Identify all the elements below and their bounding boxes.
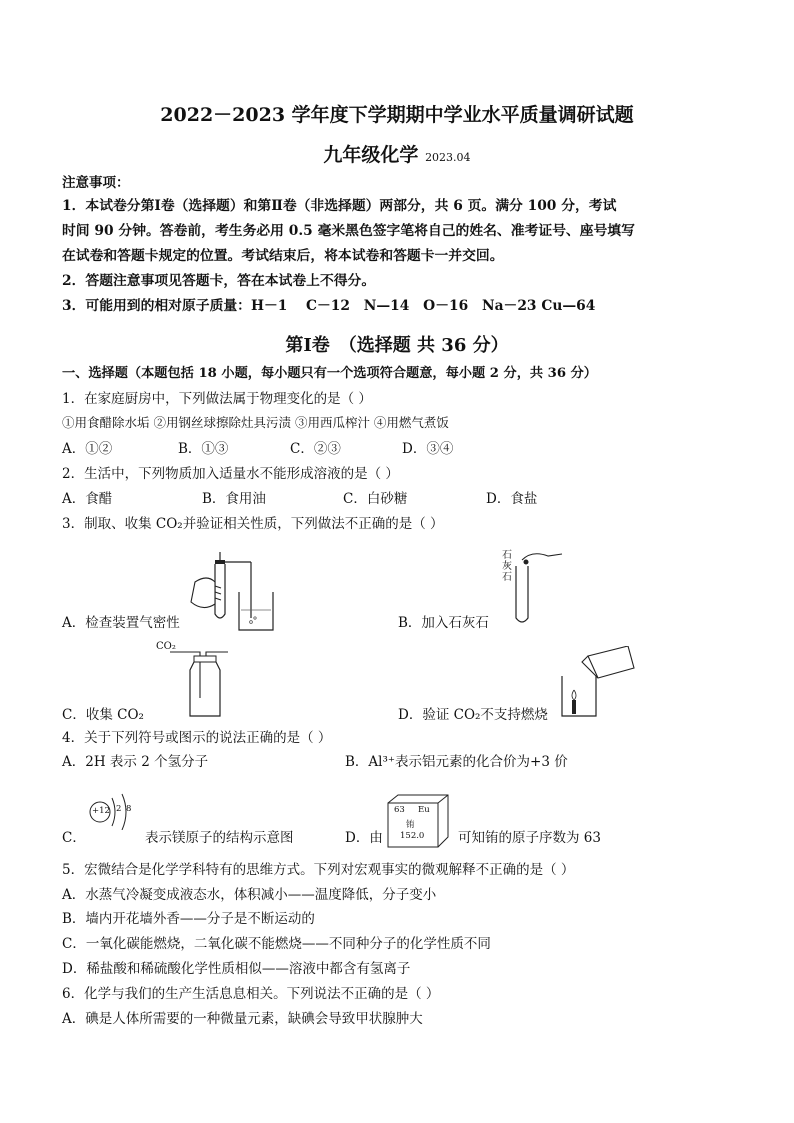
q1-option-c: C．②③ [290, 441, 341, 457]
q1-option-d: D．③④ [402, 441, 454, 457]
q2-option-b: B．食用油 [202, 491, 266, 507]
q6-option-a: A．碘是人体所需要的一种微量元素，缺碘会导致甲状腺肿大 [62, 1011, 423, 1027]
note-1-line-1: 1．本试卷分第Ⅰ卷（选择题）和第Ⅱ卷（非选择题）两部分，共 6 页。满分 100 分，考试 [62, 198, 617, 214]
q6-stem: 6．化学与我们的生产生活息息相关。下列说法不正确的是（ ） [62, 986, 440, 1002]
q3-figure-b-test-tube [512, 546, 572, 628]
q4-option-d-text: 可知铕的原子序数为 63 [458, 830, 601, 846]
note-3: 3．可能用到的相对原子质量：H－1 C－12 N—14 O－16 Na－23 Cu—64 [62, 298, 596, 314]
section-instructions: 一、选择题（本题包括 18 小题，每小题只有一个选项符合题意，每小题 2 分，共 36 分） [62, 366, 597, 381]
q5-option-b: B．墙内开花墙外香——分子是不断运动的 [62, 911, 315, 927]
q1-items: ①用食醋除水垢 ②用钢丝球擦除灶具污渍 ③用西瓜榨汁 ④用燃气煮饭 [62, 415, 449, 430]
q5-option-a: A．水蒸气冷凝变成液态水，体积减小——温度降低，分子变小 [62, 887, 437, 903]
exam-date: 2023.04 [425, 151, 471, 164]
q1-option-b: B．①③ [178, 441, 229, 457]
note-1-line-2: 时间 90 分钟。答卷前，考生务必用 0.5 毫米黑色签字笔将自己的姓名、准考证号、座号填写 [62, 223, 635, 239]
subject-title: 九年级化学 [323, 144, 419, 166]
q3-option-c: C．收集 CO₂ [62, 707, 144, 723]
q4-stem: 4．关于下列符号或图示的说法正确的是（ ） [62, 730, 332, 746]
q3-option-b: B．加入石灰石 [398, 615, 489, 631]
q4-atom-shell-2: 8 [126, 804, 132, 814]
q3-figure-c-label: CO₂ [156, 641, 176, 652]
q3-option-a: A．检查装置气密性 [62, 615, 180, 631]
q2-option-c: C．白砂糖 [343, 491, 408, 507]
q4-atom-nucleus-charge: +12 [92, 806, 110, 816]
eu-name: 铕 [406, 820, 415, 830]
q3-stem: 3．制取、收集 CO₂并验证相关性质，下列做法不正确的是（ ） [62, 516, 444, 532]
q1-stem: 1．在家庭厨房中，下列做法属于物理变化的是（ ） [62, 391, 372, 407]
q4-option-c-prefix: C． [62, 830, 86, 846]
eu-symbol: Eu [418, 805, 430, 815]
exam-subtitle [0, 140, 794, 167]
q3-option-d: D．验证 CO₂不支持燃烧 [398, 707, 548, 723]
notes-heading: 注意事项： [62, 175, 130, 191]
q3-figure-a-airtightness [185, 552, 285, 634]
eu-mass: 152.0 [400, 831, 425, 841]
note-1-line-3: 在试卷和答题卡规定的位置。考试结束后，将本试卷和答题卡一并交回。 [62, 248, 504, 264]
q4-option-b: B．Al³⁺表示铝元素的化合价为+3 价 [345, 754, 568, 770]
q3-figure-b-label: 石 灰 石 [502, 550, 512, 583]
q3-figure-c-gas-bottle [170, 648, 240, 718]
q2-option-d: D．食盐 [486, 491, 538, 507]
q4-atom-shell-1: 2 [116, 804, 122, 814]
eu-atomic-number: 63 [394, 805, 405, 815]
q2-stem: 2．生活中，下列物质加入适量水不能形成溶液的是（ ） [62, 466, 399, 482]
note-2: 2．答题注意事项见答题卡，答在本试卷上不得分。 [62, 273, 376, 289]
q1-option-a: A．①② [62, 441, 113, 457]
q4-option-d-prefix: D．由 [345, 830, 383, 846]
exam-title: 2022－2023 学年度下学期期中学业水平质量调研试题 [160, 104, 634, 126]
q2-option-a: A．食醋 [62, 491, 113, 507]
q4-option-c-text: 表示镁原子的结构示意图 [145, 830, 294, 846]
q5-option-c: C．一氧化碳能燃烧，二氧化碳不能燃烧——不同种分子的化学性质不同 [62, 936, 491, 952]
section-title: 第Ⅰ卷 （选择题 共 36 分） [285, 335, 509, 356]
q4-option-a: A．2H 表示 2 个氢分子 [62, 754, 209, 770]
q5-stem: 5．宏微结合是化学学科特有的思维方式。下列对宏观事实的微观解释不正确的是（ ） [62, 862, 575, 878]
q3-figure-d-pour-co2 [558, 646, 638, 718]
q5-option-d: D．稀盐酸和稀硫酸化学性质相似——溶液中都含有氢离子 [62, 961, 411, 977]
